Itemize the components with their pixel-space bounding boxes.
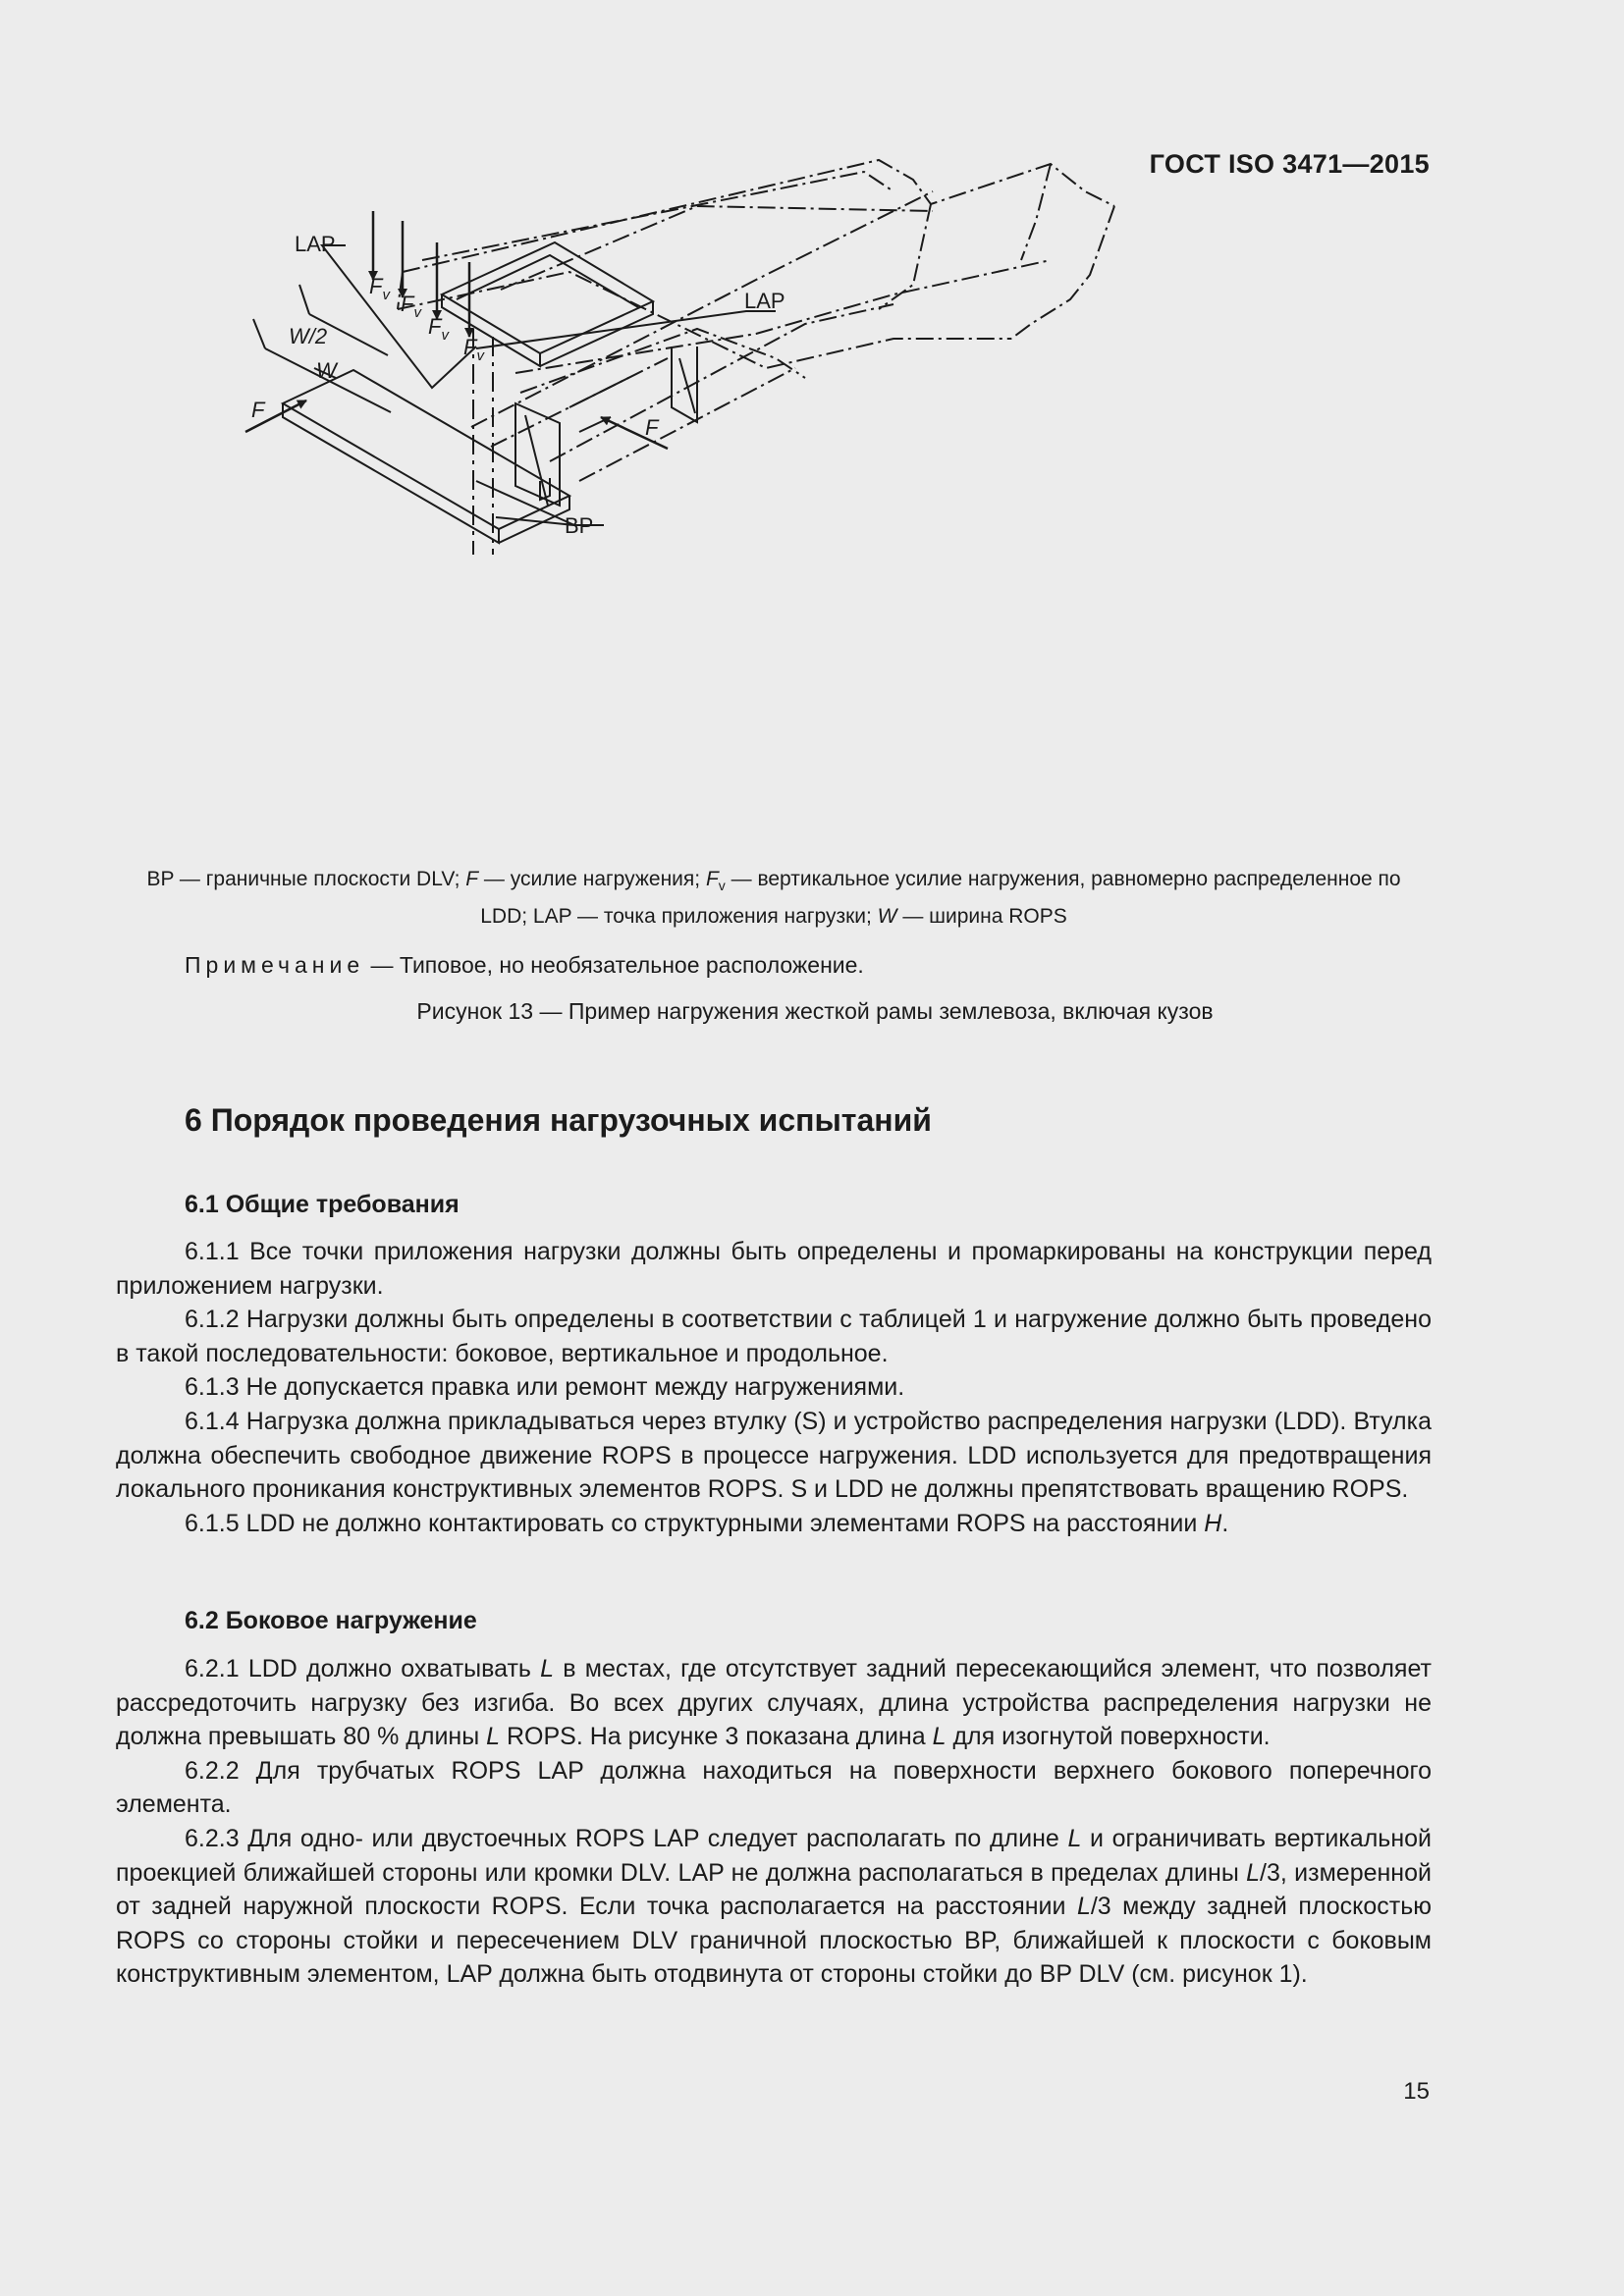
note-text: — Типовое, но необязательное расположение. xyxy=(364,952,864,978)
lap-leader-right xyxy=(476,311,776,348)
document-header: ГОСТ ISO 3471—2015 xyxy=(1149,149,1430,179)
subsection-6-1-title: 6.1 Общие требования xyxy=(185,1191,460,1218)
rear-posts xyxy=(515,347,697,506)
legend-w: — ширина ROPS xyxy=(896,905,1067,929)
subsection-6-1-body xyxy=(116,1235,1432,1540)
legend-fv-symbol: F xyxy=(705,868,719,890)
legend-f: — усилие нагружения; xyxy=(478,868,706,890)
figure-note xyxy=(185,952,864,979)
para-6-2-1: 6.2.1 LDD должно охватывать L в местах, где отсутствует задний пересекающийся элемент, что позволяет рассредоточить нагрузку без изгиба. Во всех других случаях, длина устройства распределения нагрузки не должна превышать 80 % длины L ROPS. На рисунке 3 показана длина L для изогнутой поверхности. xyxy=(116,1655,1432,1751)
fv-label-2: $F_v$ xyxy=(401,292,421,321)
para-6-1-5: 6.1.5 LDD не должно контактировать со структурными элементами ROPS на расстоянии H. xyxy=(185,1509,1229,1537)
page-number: 15 xyxy=(1403,2078,1430,2105)
legend-lap: LDD; LAP — точка приложения нагрузки; xyxy=(480,905,878,929)
fv-label-4: $F_v$ xyxy=(463,335,484,364)
w-half-label: W/2 xyxy=(289,324,328,348)
legend-fv-sub: v xyxy=(718,878,726,894)
para-6-1-4: 6.1.4 Нагрузка должна прикладываться через втулку (S) и устройство распределения нагрузки (LDD). Втулка должна обеспечить свободное движение ROPS в процессе нагружения. LDD используется для предотвращения локального проникания конструктивных элементов ROPS. S и LDD не должны препятствовать вращению ROPS. xyxy=(116,1407,1432,1504)
para-6-2-3: 6.2.3 Для одно- или двустоечных ROPS LAP следует располагать по длине L и ограничивать вертикальной проекцией ближайшей стороны или кромки DLV. LAP не должна располагаться в пределах длины L/3, измеренной от задней наружной плоскости ROPS. Если точка располагается на расстоянии L/3 между задней плоскостью ROPS со стороны стойки и пересечением DLV граничной плоскостью BP, ближайшей к плоскости с боковым конструктивным элементом, LAP должна быть отодвинута от стороны стойки до BP DLV (см. рисунок 1). xyxy=(116,1824,1432,1989)
lateral-force-arrows xyxy=(245,400,668,449)
fv-label-3: $F_v$ xyxy=(428,314,449,344)
subsection-6-2-body xyxy=(116,1652,1432,1992)
para-6-1-3: 6.1.3 Не допускается правка или ремонт между нагружениями. xyxy=(185,1373,905,1402)
lap-leader-left xyxy=(322,245,476,388)
legend-w-symbol: W xyxy=(877,905,897,929)
lap-label-right: LAP xyxy=(744,289,785,313)
section-title: 6 Порядок проведения нагрузочных испытаний xyxy=(185,1102,932,1138)
bp-label: BP xyxy=(565,513,594,538)
legend-f-symbol: F xyxy=(465,868,479,890)
para-6-1-2: 6.1.2 Нагрузки должны быть определены в соответствии с таблицей 1 и нагружение должно быть проведено в такой последовательности: боковое, вертикальное и продольное. xyxy=(116,1306,1432,1367)
f-label-right: F xyxy=(645,415,659,440)
vertical-force-arrows xyxy=(373,211,469,337)
side-beam xyxy=(283,370,569,543)
para-6-2-2: 6.2.2 Для трубчатых ROPS LAP должна находиться на поверхности верхнего бокового поперечного элемента. xyxy=(116,1756,1432,1819)
w-label: W xyxy=(316,358,337,383)
figure-legend xyxy=(116,864,1432,933)
note-label: Примечание xyxy=(185,952,365,978)
legend-bp: BP — граничные плоскости DLV; xyxy=(146,868,466,890)
figure-13-diagram xyxy=(251,221,1208,839)
subsection-6-2-title: 6.2 Боковое нагружение xyxy=(185,1607,477,1634)
dump-body-outline xyxy=(398,160,1114,481)
lap-label-left: LAP xyxy=(295,232,336,256)
figure-caption: Рисунок 13 — Пример нагружения жесткой рамы землевоза, включая кузов xyxy=(416,998,1214,1024)
para-6-1-1: 6.1.1 Все точки приложения нагрузки должны быть определены и промаркированы на конструкции перед приложением нагрузки. xyxy=(116,1238,1432,1300)
f-label-left: F xyxy=(251,398,265,422)
rigid-frame-loading-drawing xyxy=(251,221,1208,839)
legend-fv: — вертикальное усилие нагружения, равномерно распределенное по xyxy=(725,868,1401,890)
fv-label-1: $F_v$ xyxy=(369,274,390,303)
